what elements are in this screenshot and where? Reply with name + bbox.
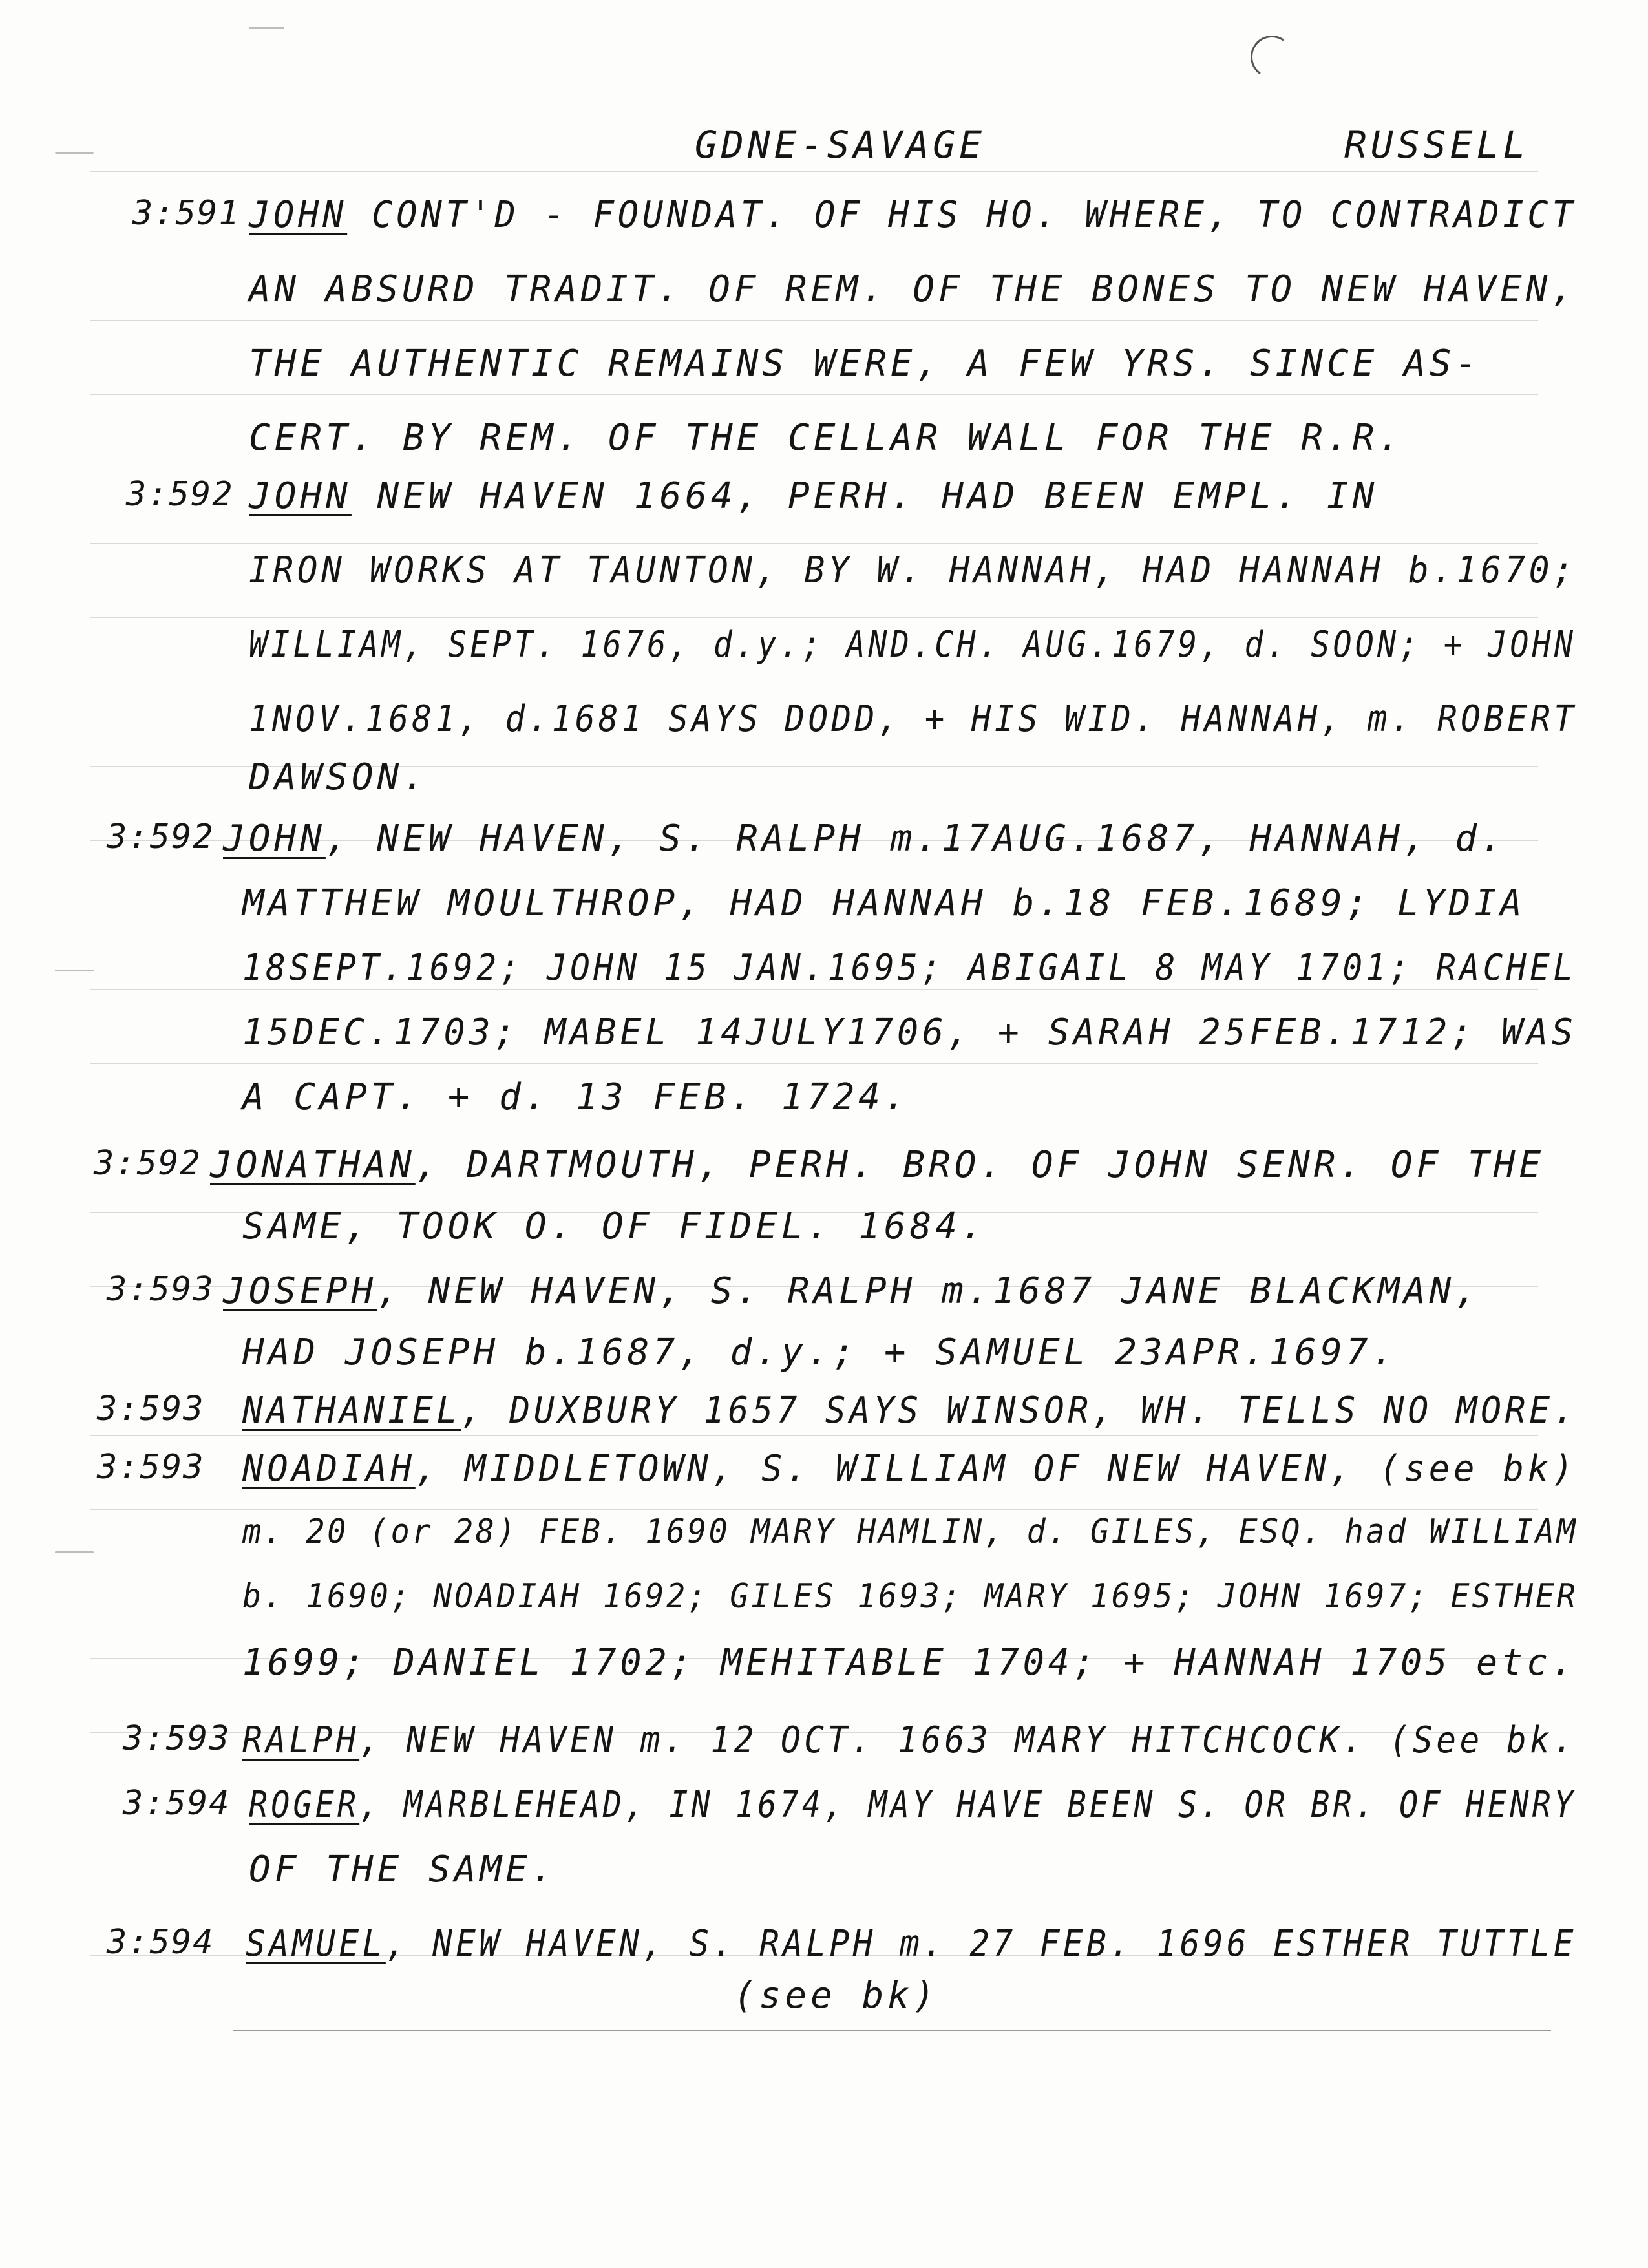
ruled-line (90, 1435, 1538, 1436)
entry-line: JOHN, NEW HAVEN, S. RALPH m.17AUG.1687, HANNAH, d. (223, 818, 1506, 860)
header-source: GDNE-SAVAGE (695, 123, 986, 167)
scan-mark (55, 970, 94, 971)
entry-ref: 3:594 (107, 1923, 215, 1962)
entry-ref: 3:593 (97, 1390, 205, 1428)
entry-name: NOADIAH (242, 1448, 416, 1490)
header-surname: RUSSELL (1344, 123, 1530, 167)
entry-ref: 3:593 (123, 1719, 231, 1758)
entry-line: RALPH, NEW HAVEN m. 12 OCT. 1663 MARY HITCHCOCK. (See bk. (242, 1719, 1577, 1761)
entry-line: CERT. BY REM. OF THE CELLAR WALL FOR THE R.R. (249, 417, 1404, 459)
entry-line: b. 1690; NOADIAH 1692; GILES 1693; MARY 1695; JOHN 1697; ESTHER (242, 1577, 1578, 1616)
entry-line: m. 20 (or 28) FEB. 1690 MARY HAMLIN, d. GILES, ESQ. had WILLIAM (242, 1512, 1578, 1551)
entry-line: MATTHEW MOULTHROP, HAD HANNAH b.18 FEB.1689; LYDIA (242, 882, 1526, 924)
ruled-line (90, 171, 1538, 172)
entry-name: JOSEPH (223, 1270, 377, 1312)
entry-ref: 3:591 (132, 194, 240, 233)
entry-line: 18SEPT.1692; JOHN 15 JAN.1695; ABIGAIL 8 MAY 1701; RACHEL (242, 947, 1577, 989)
corner-arc-mark (1247, 32, 1296, 81)
entry-line: ROGER, MARBLEHEAD, IN 1674, MAY HAVE BEEN S. OR BR. OF HENRY (249, 1784, 1577, 1826)
ruled-line (90, 989, 1538, 990)
scan-mark (55, 152, 94, 154)
entry-line: 1NOV.1681, d.1681 SAYS DODD, + HIS WID. HANNAH, m. ROBERT (249, 698, 1578, 740)
entry-ref: 3:593 (97, 1448, 205, 1487)
entry-line: NATHANIEL, DUXBURY 1657 SAYS WINSOR, WH. TELLS NO MORE. (242, 1390, 1578, 1432)
entry-name: NATHANIEL (242, 1390, 461, 1432)
ruled-line (90, 1509, 1538, 1510)
entry-line: JOSEPH, NEW HAVEN, S. RALPH m.1687 JANE BLACKMAN, (223, 1270, 1481, 1312)
ruled-line (90, 1063, 1538, 1064)
entry-line: 1699; DANIEL 1702; MEHITABLE 1704; + HANNAH 1705 etc. (242, 1642, 1577, 1684)
entry-line: JOHN CONT'D - FOUNDAT. OF HIS HO. WHERE, TO CONTRADICT (249, 194, 1577, 236)
entry-line: AN ABSURD TRADIT. OF REM. OF THE BONES TO NEW HAVEN, (249, 268, 1577, 310)
scan-mark (55, 1551, 94, 1553)
entry-ref: 3:592 (107, 818, 215, 856)
entry-line: IRON WORKS AT TAUNTON, BY W. HANNAH, HAD HANNAH b.1670; (249, 549, 1578, 591)
ruled-line (90, 320, 1538, 321)
entry-line: (see bk) (734, 1975, 939, 2017)
entry-line: DAWSON. (249, 756, 429, 798)
entry-line: SAME, TOOK O. OF FIDEL. 1684. (242, 1205, 987, 1247)
ruled-line (90, 543, 1538, 544)
entry-ref: 3:592 (126, 475, 234, 514)
scan-mark (249, 27, 284, 29)
page-bottom-rule (233, 2030, 1551, 2031)
entry-name: SAMUEL (246, 1923, 386, 1965)
entry-ref: 3:594 (123, 1784, 231, 1823)
entry-name: RALPH (242, 1719, 360, 1761)
entry-line: OF THE SAME. (249, 1849, 557, 1891)
ruled-line (90, 617, 1538, 618)
entry-line: A CAPT. + d. 13 FEB. 1724. (242, 1076, 910, 1118)
entry-name: JOHN (249, 475, 352, 517)
entry-line: WILLIAM, SEPT. 1676, d.y.; AND.CH. AUG.1679, d. SOON; + JOHN (249, 624, 1577, 666)
entry-line: THE AUTHENTIC REMAINS WERE, A FEW YRS. SINCE AS- (249, 343, 1481, 385)
entry-line: 15DEC.1703; MABEL 14JULY1706, + SARAH 25FEB.1712; WAS (242, 1012, 1577, 1054)
entry-line: SAMUEL, NEW HAVEN, S. RALPH m. 27 FEB. 1696 ESTHER TUTTLE (246, 1923, 1578, 1965)
entry-line: NOADIAH, MIDDLETOWN, S. WILLIAM OF NEW HAVEN, (see bk) (242, 1448, 1578, 1490)
entry-line: HAD JOSEPH b.1687, d.y.; + SAMUEL 23APR.1697. (242, 1331, 1398, 1373)
entry-name: ROGER (249, 1784, 360, 1826)
entry-ref: 3:593 (107, 1270, 215, 1309)
entry-name: JOHN (223, 818, 326, 860)
ruled-line (90, 394, 1538, 395)
entry-name: JONATHAN (210, 1144, 416, 1186)
entry-line: JOHN NEW HAVEN 1664, PERH. HAD BEEN EMPL. IN (249, 475, 1379, 517)
entry-ref: 3:592 (94, 1144, 202, 1183)
entry-name: JOHN (249, 194, 348, 236)
entry-line: JONATHAN, DARTMOUTH, PERH. BRO. OF JOHN SENR. OF THE (210, 1144, 1545, 1186)
